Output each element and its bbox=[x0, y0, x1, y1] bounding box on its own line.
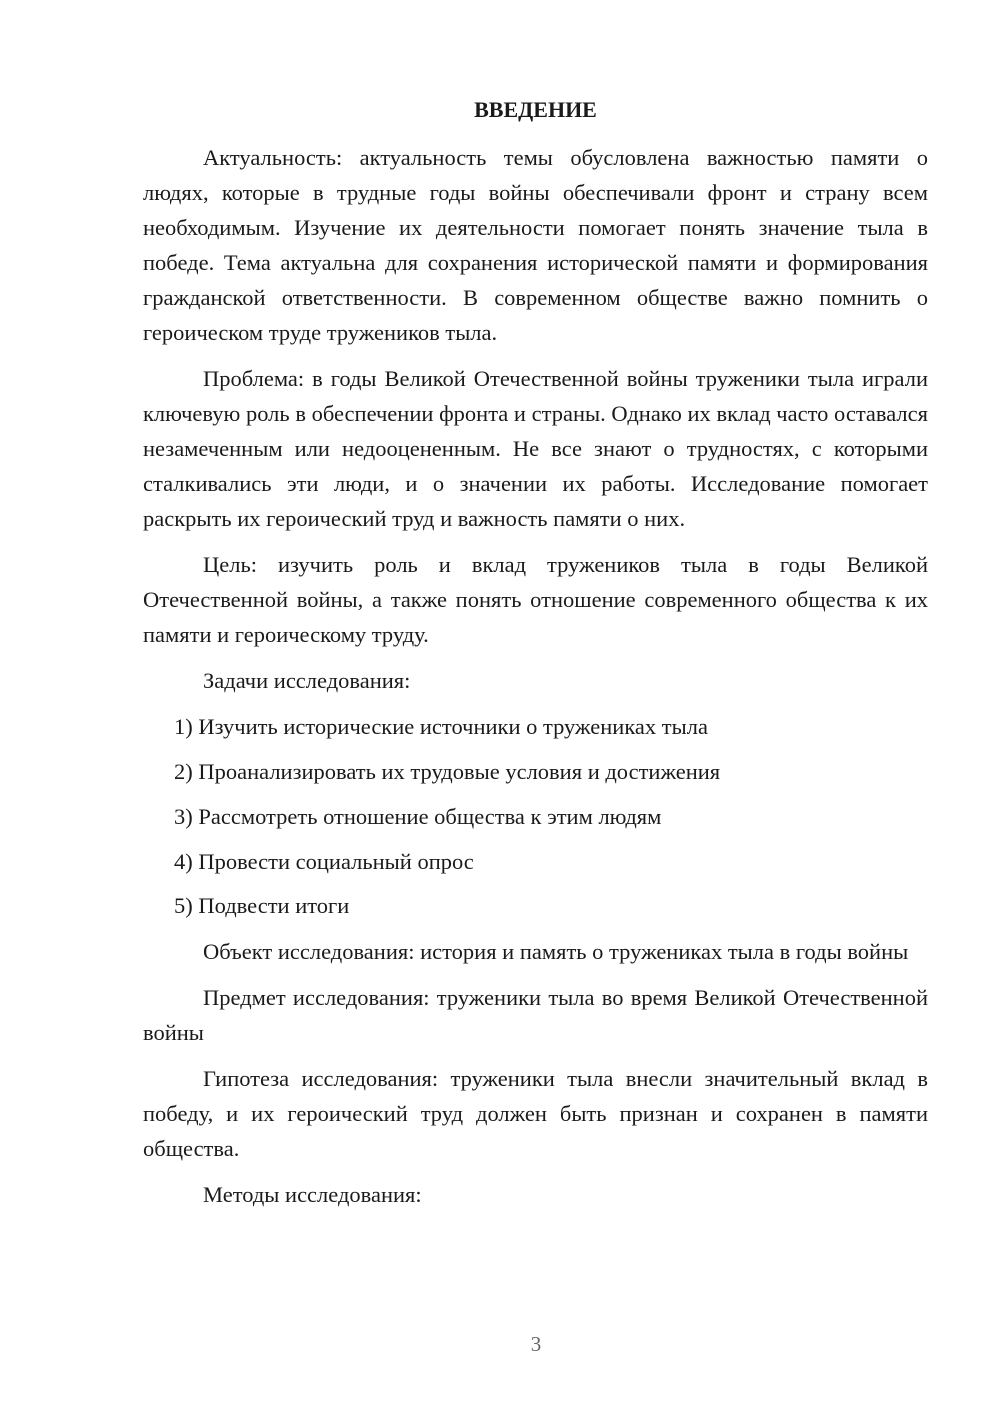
tasks-list bbox=[143, 709, 928, 923]
list-item: 5) Подвести итоги bbox=[174, 893, 350, 918]
document-page bbox=[143, 88, 928, 1223]
page-number: 3 bbox=[530, 1332, 542, 1356]
relevance-paragraph: Актуальность: актуальность темы обусловлена важностью памяти о людях, которые в трудные годы войны обеспечивали фронт и страну всем необходимым. Изучение их деятельности помогает понять значение тыла в победе. Тема актуальна для сохранения исторической памяти и формирования гражданской ответственности. В современном обществе важно помнить о героическом труде тружеников тыла. bbox=[143, 145, 928, 345]
section-heading: ВВЕДЕНИЕ bbox=[474, 97, 597, 122]
tasks-title: Задачи исследования: bbox=[203, 668, 411, 693]
subject-paragraph: Предмет исследования: труженики тыла во время Великой Отечественной войны bbox=[143, 985, 928, 1045]
problem-paragraph: Проблема: в годы Великой Отечественной войны труженики тыла играли ключевую роль в обеспечении фронта и страны. Однако их вклад часто оставался незамеченным или недооцененным. Не все знают о трудностях, с которыми сталкивались эти люди, и о значении их работы. Исследование помогает раскрыть их героический труд и важность памяти о них. bbox=[143, 366, 928, 531]
list-item: 2) Проанализировать их трудовые условия и достижения bbox=[174, 759, 721, 784]
list-item: 3) Рассмотреть отношение общества к этим людям bbox=[174, 804, 662, 829]
hypothesis-paragraph: Гипотеза исследования: труженики тыла внесли значительный вклад в победу, и их героический труд должен быть признан и сохранен в памяти общества. bbox=[143, 1066, 928, 1161]
methods-title: Методы исследования: bbox=[203, 1182, 422, 1207]
object-paragraph: Объект исследования: история и память о тружениках тыла в годы войны bbox=[203, 939, 909, 964]
list-item: 1) Изучить исторические источники о тружениках тыла bbox=[174, 714, 708, 739]
list-item: 4) Провести социальный опрос bbox=[174, 849, 474, 874]
goal-paragraph: Цель: изучить роль и вклад тружеников тыла в годы Великой Отечественной войны, а также понять отношение современного общества к их памяти и героическому труду. bbox=[143, 552, 928, 647]
